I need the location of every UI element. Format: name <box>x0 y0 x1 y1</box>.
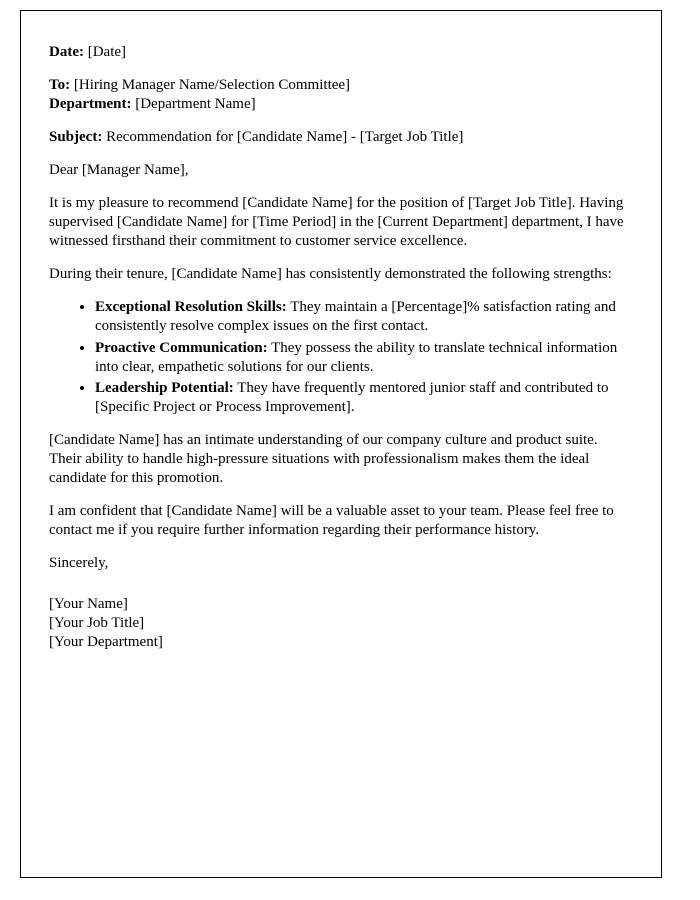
signature-name: [Your Name] <box>49 595 128 612</box>
culture-paragraph: [Candidate Name] has an intimate understanding of our company culture and product suite. Their ability to handle high-pressure situations with professionalism makes them the ideal candidate for this promotion. <box>49 431 598 486</box>
strength-label: Leadership Potential: <box>95 379 234 396</box>
intro-paragraph: It is my pleasure to recommend [Candidate Name] for the position of [Target Job Title]. Having supervised [Candidate Name] for [Time Period] in the [Current Department] department, I have witnessed firsthand their commitment to customer service excellence. <box>49 195 624 250</box>
strength-item-communication <box>95 339 631 377</box>
signature-department: [Your Department] <box>49 634 163 651</box>
salutation: Dear [Manager Name], <box>49 162 189 179</box>
to-line <box>49 76 631 95</box>
department-line <box>49 95 631 114</box>
signoff: Sincerely, <box>49 554 109 571</box>
department-value: [Department Name] <box>135 96 256 113</box>
signature-block <box>49 595 631 652</box>
signature-job-title: [Your Job Title] <box>49 615 145 632</box>
strengths-list <box>49 298 631 416</box>
subject-label: Subject: <box>49 129 103 146</box>
strength-label: Proactive Communication: <box>95 339 268 356</box>
to-label: To: <box>49 77 71 94</box>
strength-item-resolution <box>95 298 631 336</box>
strength-item-leadership <box>95 379 631 417</box>
subject-line <box>49 128 631 147</box>
strength-label: Exceptional Resolution Skills: <box>95 299 287 316</box>
to-value: [Hiring Manager Name/Selection Committee] <box>73 77 351 94</box>
strength-text: They have frequently mentored junior staff and contributed to [Specific Project or Process Improvement]. <box>95 379 609 415</box>
department-label: Department: <box>49 96 132 113</box>
date-label: Date: <box>49 44 84 60</box>
subject-value: Recommendation for [Candidate Name] - [Target Job Title] <box>106 129 464 146</box>
letter-page <box>20 10 662 878</box>
date-value: [Date] <box>87 44 127 60</box>
strengths-intro-paragraph: During their tenure, [Candidate Name] has consistently demonstrated the following strengths: <box>49 266 612 283</box>
date-line <box>49 43 631 62</box>
strength-text: They possess the ability to translate technical information into clear, empathetic solutions for our clients. <box>95 339 618 375</box>
recipient-block <box>49 76 631 114</box>
closing-paragraph: I am confident that [Candidate Name] will be a valuable asset to your team. Please feel free to contact me if you require further information regarding their performance history. <box>49 502 614 538</box>
strength-text: They maintain a [Percentage]% satisfaction rating and consistently resolve complex issues on the first contact. <box>95 299 616 335</box>
